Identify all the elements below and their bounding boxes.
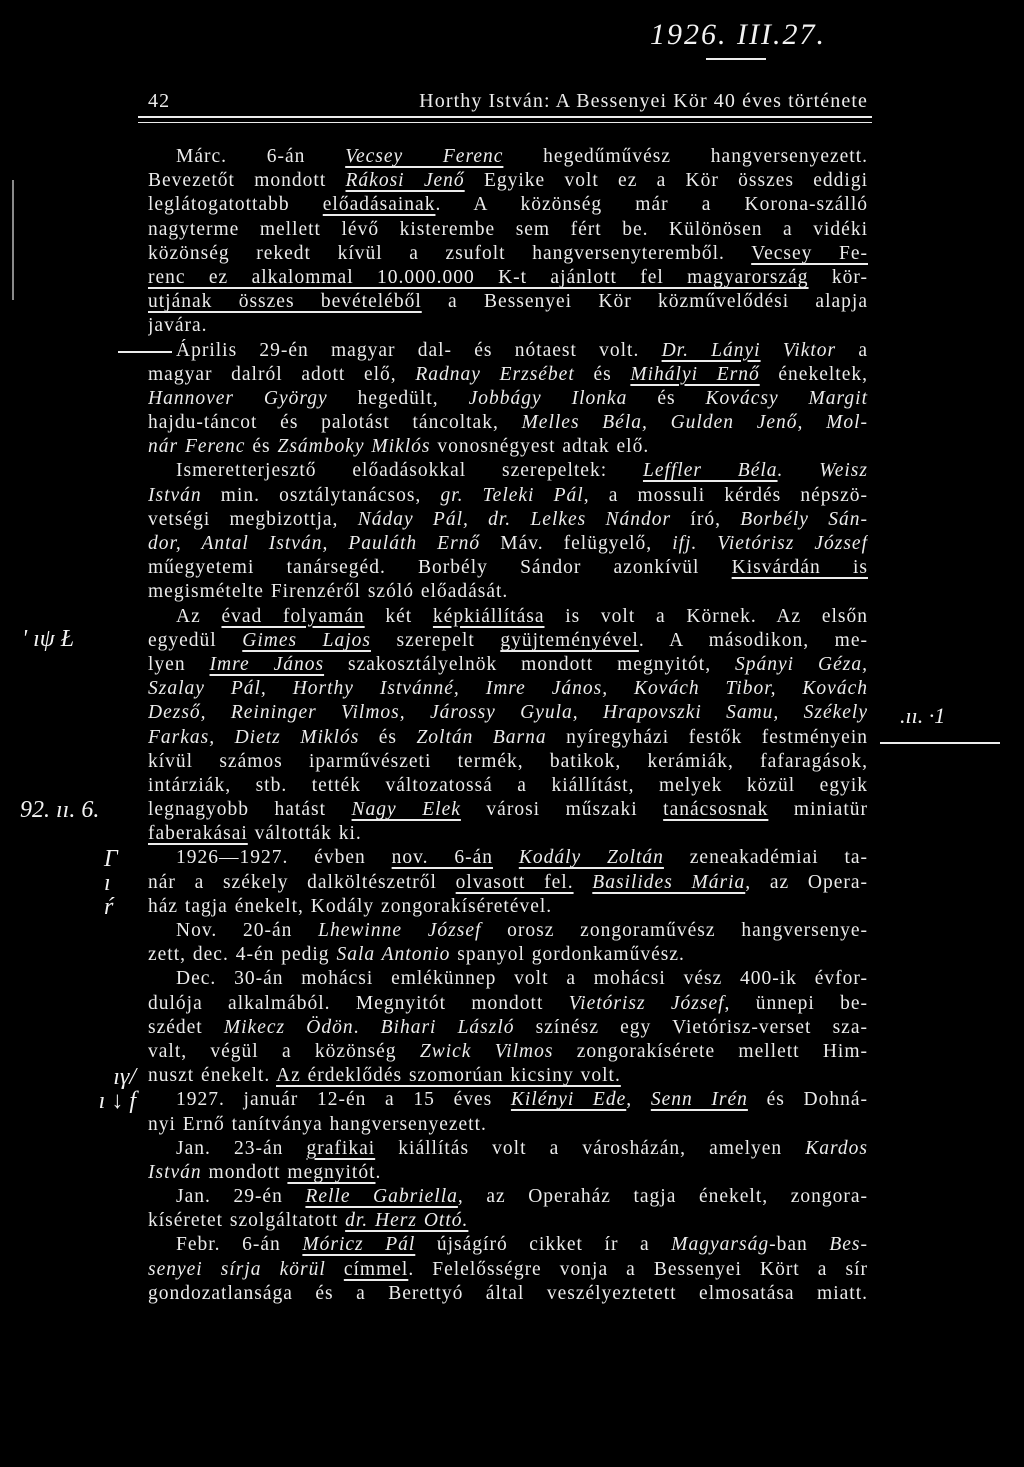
text-line [148,580,868,604]
text-line [148,1016,868,1040]
italic-text-run: . Weisz [777,460,868,482]
text-run: és [245,436,278,458]
paragraph [148,145,868,339]
text-run: kíséretet szolgáltatott [148,1210,346,1232]
text-run: zett, dec. 4-én pedig [148,944,337,966]
paragraph [148,1233,868,1306]
text-run: újságíró cikket ír a [415,1234,672,1256]
italic-text-run: Vietórisz József [568,992,725,1014]
text-run: nyi Ernő tanítványa hangversenyezett. [148,1113,487,1135]
text-line [148,484,868,508]
paragraph [148,846,868,919]
italic-text-run: Jobbágy Ilonka [468,387,628,409]
underlined-text-run: Gimes Lajos [242,629,371,651]
text-run: Április 29-én magyar dal- és nótaest volt. [176,339,662,361]
text-run: 1926—1927. évben [176,847,392,869]
text-run: szédet [148,1016,224,1038]
text-run: Dec. 30-án mohácsi emlékünnep volt a mohácsi vész 400-ik évfor- [176,968,868,990]
underlined-text-run: Móricz Pál [302,1234,416,1256]
header-rule-thick [138,116,872,118]
italic-text-run: Zsámboky Miklós [277,436,431,458]
underlined-text-run: Leffler Béla [642,460,778,482]
text-run: , az Opera- [745,871,868,893]
text-run: Jan. 29-én [176,1186,306,1208]
italic-text-run: Bes- [829,1234,868,1256]
italic-text-run: gr. Teleki Pál [440,484,584,506]
text-run: városi műszaki [460,799,664,821]
text-line [148,653,868,677]
italic-text-run: senyei sírja körül [148,1258,326,1280]
text-run: -ban [769,1234,830,1256]
text-run: . Felelősségre vonja a Bessenyei Kört a sír [408,1258,868,1280]
underlined-text-run: Dr. Lányi [661,339,761,361]
header-rule-thin [138,122,872,123]
text-line [148,943,868,967]
paragraph [148,1185,868,1233]
underlined-text-run: olvasott fel. [455,871,574,893]
italic-text-run: Szalay Pál, Horthy Istvánné, Imre János, Kovách Tibor, Kovách [148,678,868,700]
text-run: , [626,1089,651,1111]
text-run: valt, végül a közönség [148,1040,420,1062]
underlined-text-run: előadásainak [322,194,436,216]
text-line [148,605,868,629]
text-run: hegedült, [327,387,469,409]
text-run: közönség rekedt kívül a zsufolt hangversenyteremből. [148,242,752,264]
underlined-text-run: Senn Irén [650,1089,748,1111]
handwritten-dash-mark [118,351,172,353]
body-text [148,145,868,1306]
text-line [148,242,868,266]
underlined-text-run: Kodály Zoltán [518,847,664,869]
text-line [148,895,868,919]
text-run: . A közönség már a Korona-szálló [435,194,868,216]
underlined-text-run: képkiállítása [432,605,545,627]
text-line [148,339,868,363]
text-run: zongorakísérete mellett Him- [553,1040,868,1062]
text-line [148,532,868,556]
text-run: Az [176,605,222,627]
text-line [148,1040,868,1064]
text-run: kívül számos iparművészeti termék, batikok, kerámiák, fafaragások, [148,750,868,772]
margin-note-left-b: 92. ıı. 6. [20,797,100,823]
paragraph [148,919,868,967]
text-run: váltották ki. [247,823,362,845]
text-run: magyar dalról adott elő, [148,363,416,385]
text-run: is volt a Körnek. Az elsőn [544,605,868,627]
underlined-text-run: dr. Herz Ottó. [345,1210,469,1232]
text-run: nagyterme mellett lévő kisterembe sem fért be. Különösen a vidéki [148,218,868,240]
text-line [148,1161,868,1185]
text-line [148,290,868,314]
text-line [148,169,868,193]
italic-text-run: Bihari László [380,1016,515,1038]
text-line [148,1137,868,1161]
text-run: gondozatlansága és a Berettyó által veszélyeztetett elmosatása miatt. [148,1282,868,1304]
italic-text-run: István [148,484,202,506]
text-line [148,1064,868,1088]
text-run: hegedűművész hangversenyezett. [503,146,868,167]
text-line [148,314,868,338]
underlined-text-run: utjának összes bevételéből [148,291,422,313]
text-run: énekeltek, [759,363,868,385]
text-run: lyen [148,653,210,675]
text-run: és [627,387,706,409]
underlined-text-run: nov. 6-án [391,847,493,869]
italic-text-run: Náday Pál, dr. Lelkes Nándor [357,508,672,530]
text-run: vetségi megbizottja, [148,508,358,530]
text-run: Márc. 6-án [176,146,346,167]
text-line [148,193,868,217]
text-run: Ismeretterjesztő előadásokkal szerepeltek: [176,460,643,482]
text-run: Máv. felügyelő, [480,533,673,554]
text-line [148,145,868,169]
text-line [148,798,868,822]
margin-note-left-d: ıγ/ ı ↓ f [98,1064,136,1115]
italic-text-run: Kardos [805,1137,868,1159]
running-header [148,89,868,113]
text-run [493,847,519,868]
italic-text-run: Melles Béla, Gulden Jenő, Mol- [521,412,868,434]
text-line [148,266,868,290]
italic-text-run: Zoltán Barna [416,726,547,748]
underlined-text-run: Basilides Mária [592,871,746,893]
text-line [148,726,868,750]
handwritten-underline-mark [706,58,766,60]
italic-text-run: Magyarság [671,1234,770,1256]
underlined-text-run: Rákosi Jenő [345,170,465,192]
italic-text-run: dor, Antal István, Pauláth Ernő [148,533,481,554]
underlined-text-run: grafikai [306,1137,376,1159]
italic-text-run: Sala Antonio [336,944,451,966]
text-run: javára. [148,315,208,337]
text-run: műegyetemi tanársegéd. Borbély Sándor azonkívül [148,557,732,579]
paragraph [148,339,868,460]
underlined-text-run: faberakásai [148,823,248,845]
text-line [148,1258,868,1282]
text-line [148,508,868,532]
underlined-text-run: címmel [343,1258,409,1280]
text-line [148,846,868,870]
italic-text-run: István [148,1161,202,1183]
underlined-text-run: Az érdeklődés szomorúan kicsiny volt. [276,1065,621,1087]
text-line [148,363,868,387]
underlined-text-run: Nagy Elek [351,799,461,821]
text-line [148,871,868,895]
paragraph [148,1137,868,1185]
text-line [148,992,868,1016]
italic-text-run: Lhewinne József [318,920,482,941]
text-line [148,750,868,774]
text-line [148,1088,868,1112]
italic-text-run: nár Ferenc [148,436,246,458]
text-run: dulója alkalmából. Megnyitót mondott [148,992,569,1014]
text-line [148,1209,868,1233]
text-line [148,1282,868,1306]
handwritten-date-note: 1926. III.27. [650,18,826,51]
text-run: legnagyobb hatást [148,799,352,821]
text-run: , az Operaház tagja énekelt, zongora- [457,1186,868,1208]
text-run: Nov. 20-án [176,920,319,941]
underlined-text-run: Mihályi Ernő [630,363,760,385]
text-run: egyedül [148,629,243,651]
text-run: kör- [808,266,868,288]
underlined-text-run: Vecsey Fe- [751,242,868,264]
text-line [148,435,868,459]
paragraph [148,605,868,847]
italic-text-run: ifj. Vietórisz József [672,533,868,554]
text-run: megismételte Firenzéről szóló előadását. [148,581,509,603]
text-run: nuszt énekelt. [148,1065,277,1087]
text-run: a Bessenyei Kör közművelődési alapja [421,291,868,313]
text-line [148,701,868,725]
text-run: kiállítás volt a városházán, amelyen [375,1137,806,1159]
text-run: szerepelt [370,629,501,651]
text-line [148,774,868,798]
text-run: spanyol gordonkaművész. [450,944,685,966]
text-run: . [375,1161,382,1183]
underlined-text-run: Kisvárdán is [731,557,868,579]
text-line [148,967,868,991]
text-line [148,218,868,242]
italic-text-run: Hannover György [148,387,328,409]
text-run [574,872,593,893]
italic-text-run: Farkas, Dietz Miklós [148,726,360,748]
text-run: és Dohná- [747,1089,868,1111]
text-run: zeneakadémiai ta- [663,847,868,869]
text-run: min. osztálytanácsos, [201,484,441,506]
handwritten-margin-line [880,742,1000,744]
underlined-text-run: Kilényi Ede [510,1089,627,1111]
text-run: orosz zongoraművész hangversenye- [481,920,868,941]
margin-note-right: .ıı. ·1 [900,703,946,728]
text-run: szakosztályelnök mondott megnyitót, [324,653,736,675]
text-run: Egyike volt ez a Kör összes eddigi [464,170,868,192]
text-run: ház tagja énekelt, Kodály zongorakíséretével. [148,895,553,917]
text-line [148,1233,868,1257]
text-run: nyíregyházi festők festményein [546,726,868,748]
text-run: miniatür [768,799,868,821]
underlined-text-run: tanácsosnak [663,799,769,821]
italic-text-run: Radnay Erzsébet [415,363,575,385]
text-run: Jan. 23-án [176,1137,307,1159]
text-run: mondott [201,1161,288,1183]
italic-text-run: Dezső, Reininger Vilmos, Járossy Gyula, Hrapovszki Samu, Székely [148,702,868,724]
text-run: Febr. 6-án [176,1234,303,1256]
text-run: . [353,1016,381,1038]
italic-text-run: Kovácsy Margit [705,387,868,409]
page-number: 42 [148,90,171,112]
text-run: és [359,726,417,748]
text-run: , a mossuli kérdés népszö- [583,484,868,506]
text-run: nár a székely dalköltészetről [148,871,456,893]
text-run: , ünnepi be- [724,992,868,1014]
paragraph [148,967,868,1088]
underlined-text-run: Imre János [209,653,325,675]
paragraph [148,1088,868,1136]
underlined-text-run: megnyitót [287,1161,376,1183]
text-run: vonosnégyest adtak elő. [430,436,650,458]
text-run: leglátogatottabb [148,194,323,216]
text-line [148,677,868,701]
running-title: Horthy István: A Bessenyei Kör 40 éves története [419,90,868,112]
scan-edge-artifact [12,180,14,300]
text-run: és [574,363,631,385]
text-run: . A másodikon, me- [638,629,868,651]
text-line [148,1185,868,1209]
text-run: két [364,605,433,627]
underlined-text-run: renc ez alkalommal 10.000.000 K-t ajánlott fel magyarország [148,266,809,288]
text-line [148,387,868,411]
margin-bracket-note: Γ ı ŕ [104,846,118,921]
underlined-text-run: Relle Gabriella [305,1186,458,1208]
text-run: intárziák, stb. tették változatossá a kiállítást, melyek közül egyik [148,774,868,796]
underlined-text-run: Vecsey Ferenc [345,146,504,167]
text-run: 1927. január 12-én a 15 éves [176,1089,511,1111]
italic-text-run: Zwick Vilmos [419,1040,554,1062]
text-run: Bevezetőt mondott [148,170,346,192]
text-line [148,411,868,435]
italic-text-run: Borbély Sán- [740,508,868,530]
paragraph [148,459,868,604]
margin-note-left-a: ' ıψ Ł [22,626,75,652]
text-line [148,1113,868,1137]
italic-text-run: Mikecz Ödön [223,1016,354,1038]
text-line [148,629,868,653]
text-run: író, [671,508,741,530]
text-run: a [836,339,868,361]
text-line [148,822,868,846]
text-run [326,1259,344,1280]
underlined-text-run: évad folyamán [221,605,365,627]
underlined-text-run: gyüjteményével [500,629,639,651]
text-run: színész egy Vietórisz-verset sza- [514,1016,868,1038]
italic-text-run: Viktor [760,339,837,361]
text-line [148,459,868,483]
italic-text-run: Spányi Géza, [735,653,868,675]
text-run: hajdu-táncot és palotást táncoltak, [148,412,522,434]
text-line [148,556,868,580]
text-line [148,919,868,943]
